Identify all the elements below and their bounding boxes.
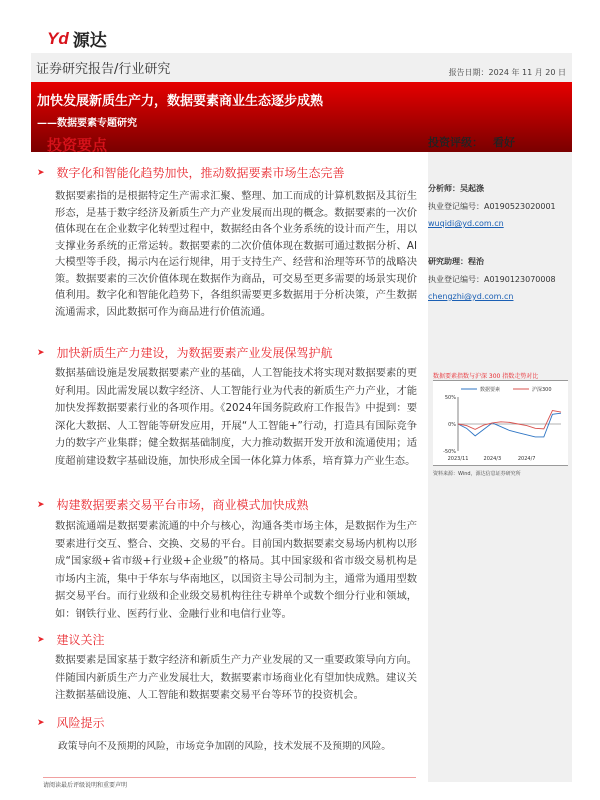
x-tick-label: 2024/3	[483, 456, 502, 462]
y-tick-label: 50%	[444, 395, 456, 401]
section-title: ➤ 构建数据要素交易平台市场，商业模式加快成熟	[37, 498, 309, 512]
legend-label: 沪深300	[532, 387, 552, 393]
rating-label: 投资评级：	[428, 136, 483, 149]
logo-name: 源达	[72, 31, 107, 51]
y-tick-label: 0%	[448, 422, 456, 428]
header-band	[31, 53, 572, 82]
section-body: 数据要素是国家基于数字经济和新质生产力产业发展的又一重要政策导向方向。伴随国内新质生产力产业发展壮大，数据要素市场商业化有望加快成熟。建议关注数据基础设施、人工智能和数据要素交易平台等环节的投资机会。	[55, 654, 417, 701]
report-subtitle: ——数据要素专题研究	[37, 118, 137, 129]
arrow-icon: ➤	[37, 635, 45, 645]
arrow-icon: ➤	[37, 168, 45, 178]
section-body: 数据流通端是数据要素流通的中介与核心，沟通各类市场主体，是数据作为生产要素进行交互、整合、交换、交易的平台。目前国内数据要素交易场内机构以形成“国家级+省市级+行业级+企业级”的格局。其中国家级和省市级交易机构是市场内主流，集中于华东与华南地区，以国资主导公司制为主，通常为通用型数据交易平台。而行业级和企业级交易机构往往专耕单个或数个细分行业和领域，如：钢铁行业、医药行业、金融行业和电信行业等。	[55, 520, 417, 620]
logo	[47, 26, 107, 51]
section-title: ➤ 数字化和智能化趋势加快，推动数据要素市场生态完善	[37, 166, 345, 180]
report-title: 加快发展新质生产力，数据要素商业生态逐步成熟	[37, 94, 324, 109]
y-tick-label: -50%	[443, 449, 456, 455]
logo-mark: Yd	[47, 28, 69, 48]
footer-divider	[43, 777, 416, 778]
report-date: 报告日期：2024 年 11 月 20 日	[448, 68, 566, 77]
section-title: ➤ 风险提示	[37, 716, 105, 730]
footer-note: 请阅读最后评级说明和重要声明	[43, 782, 128, 789]
section-title: ➤ 建议关注	[37, 633, 105, 647]
analyst-email[interactable]: wuqidi@yd.com.cn	[428, 219, 504, 228]
rating-value: 看好	[493, 136, 515, 149]
chart-source: 资料来源：Wind，源达信息证券研究所	[433, 471, 521, 477]
section-body: 数据基础设施是发展数据要素产业的基础，人工智能技术将实现对数据要素的更好利用。因此需发展以数字经济、人工智能行业为代表的新质生产力产业，才能加快发挥数据要素行业的各项作用。《2024年国务院政府工作报告》中提到：要深化大数据、人工智能等研发应用，开展“人工智能+”行动，打造具有国际竞争力的数字产业集群；健全数据基础制度，大力推动数据开发开放和流通使用；适度超前建设数字基础设施，加快形成全国一体化算力体系，培育算力产业生态。	[55, 367, 417, 467]
assistant-reg: 执业登记编号：A0190123070008	[428, 275, 556, 284]
x-tick-label: 2023/11	[447, 456, 469, 462]
x-tick-label: 2024/7	[517, 456, 536, 462]
legend-label: 数据要素	[480, 387, 501, 393]
chart-title: 数据要素指数与沪深 300 指数走势对比	[433, 373, 539, 380]
analyst-reg: 执业登记编号：A0190523020001	[428, 202, 556, 211]
series-line-1	[458, 411, 561, 430]
investment-rating	[428, 134, 515, 150]
assistant-email[interactable]: chengzhi@yd.com.cn	[428, 292, 514, 301]
section-body: 政策导向不及预期的风险，市场竞争加剧的风险，技术发展不及预期的风险。	[58, 741, 392, 752]
section-title: ➤ 加快新质生产力建设，为数据要素产业发展保驾护航	[37, 346, 333, 360]
arrow-icon: ➤	[37, 718, 45, 728]
assistant-name: 研究助理：程治	[428, 257, 484, 266]
arrow-icon: ➤	[37, 500, 45, 510]
index-chart	[433, 380, 568, 466]
analyst-name: 分析师：吴起涤	[428, 184, 484, 193]
report-category: 证券研究报告/行业研究	[36, 62, 171, 77]
section-heading: 投资要点	[47, 136, 108, 154]
arrow-icon: ➤	[37, 348, 45, 358]
section-body: 数据要素指的是根据特定生产需求汇聚、整理、加工而成的计算机数据及其衍生形态，是基于数字经济及新质生产力产业发展而出现的概念。数据要素的一次价值体现在在企业数字化转型过程中，数据经由各个业务系统的设计而产生，用以支撑业务系统的正常运转。数据要素的二次价值体现在数据可通过数据分析、AI大模型等手段，揭示内在运行规律，用于支持生产、经营和治理等环节的战略决策。数据要素的三次价值体现在数据作为商品，可交易至更多需要的场景实现价值利用。数字化和智能化趋势下，各组织需要更多数据用于分析决策，产生数据流通需求，因此数据可作为商品进行价值流通。	[55, 190, 417, 318]
